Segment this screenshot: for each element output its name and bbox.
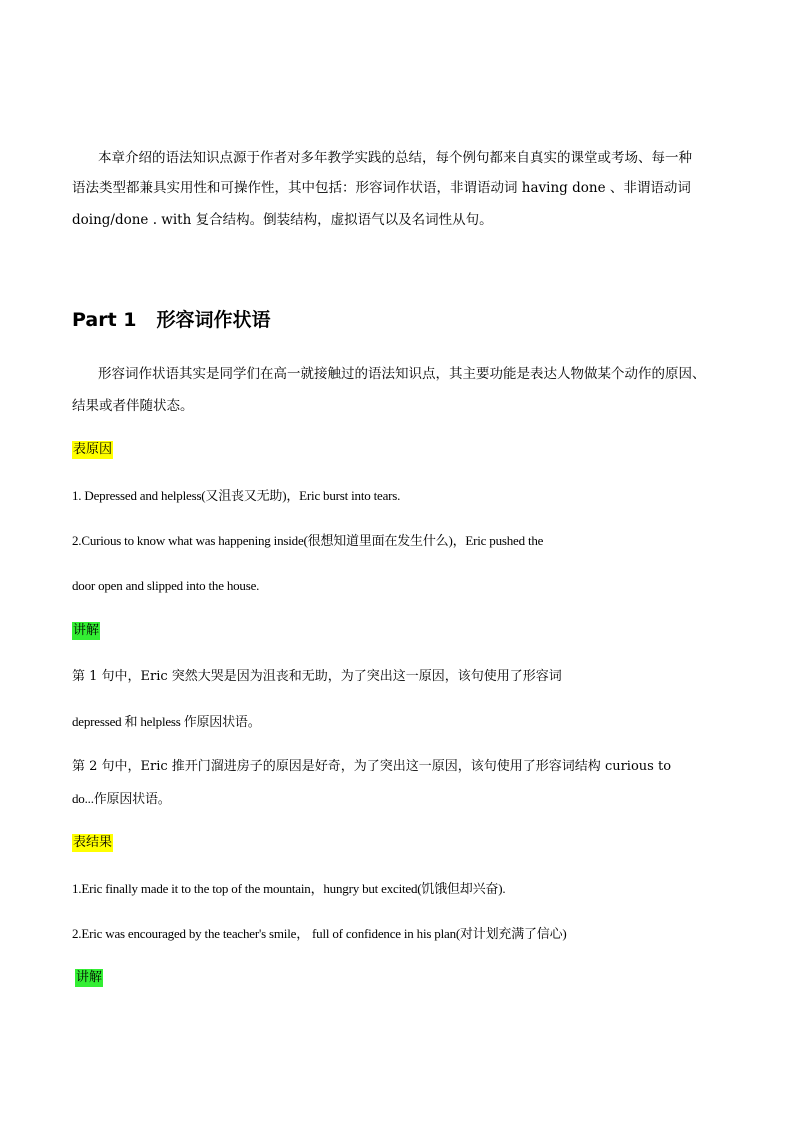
part1-desc-line-2: 结果或者伴随状态。 (72, 398, 194, 414)
result-example-2: 2.Eric was encouraged by the teacher's smile， full of confidence in his plan(对计划充满了信心) (72, 926, 567, 941)
cause-example-2-line-2: door open and slipped into the house. (72, 578, 260, 593)
result-example-1: 1.Eric finally made it to the top of the mountain，hungry but excited(饥饿但却兴奋). (72, 881, 506, 896)
part1-number: Part 1 (72, 309, 137, 331)
cause-label: 表原因 (73, 442, 113, 457)
part1-title: 形容词作状语 (156, 309, 271, 331)
intro-line-3: doing/done . with 复合结构。倒装结构，虚拟语气以及名词性从句。 (72, 212, 493, 228)
explain-1-line-1: 第 1 句中，Eric 突然大哭是因为沮丧和无助，为了突出这一原因，该句使用了形容词 (72, 669, 562, 684)
intro-line-1: 本章介绍的语法知识点源于作者对多年教学实践的总结，每个例句都来自真实的课堂或考场、每一种 (98, 150, 692, 166)
cause-example-1: 1. Depressed and helpless(又沮丧又无助)，Eric burst into tears. (72, 488, 401, 503)
result-label: 表结果 (73, 835, 113, 850)
intro-line-2: 语法类型都兼具实用性和可操作性，其中包括：形容词作状语，非谓语动词 having done 、非谓语动词 (72, 180, 691, 196)
part1-desc-line-1: 形容词作状语其实是同学们在高一就接触过的语法知识点，其主要功能是表达人物做某个动作的原因、 (98, 366, 706, 382)
explain-2-line-1: 第 2 句中，Eric 推开门溜进房子的原因是好奇，为了突出这一原因，该句使用了形容词结构 curious to (72, 759, 672, 774)
cause-example-2-line-1: 2.Curious to know what was happening inside(很想知道里面在发生什么)，Eric pushed the (72, 533, 544, 548)
explain-label-2: 讲解 (76, 970, 103, 985)
explain-1-line-2: depressed 和 helpless 作原因状语。 (72, 714, 261, 729)
explain-label-1: 讲解 (73, 623, 100, 638)
part1-heading (72, 306, 271, 334)
explain-2-line-2: do...作原因状语。 (72, 791, 171, 806)
